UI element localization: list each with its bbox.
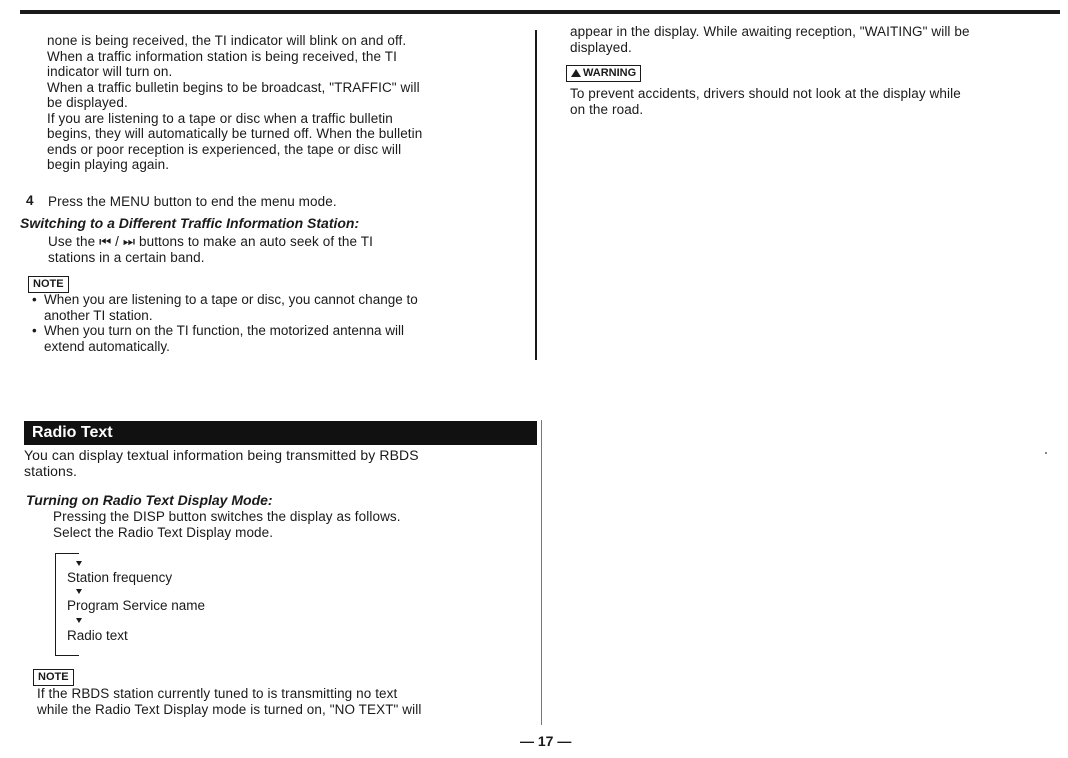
list-item: [32, 323, 418, 354]
section-header: [24, 421, 537, 445]
flow-loop-bottom: [55, 655, 79, 656]
column-divider-lower: [541, 420, 542, 725]
scan-speck: [1045, 452, 1047, 454]
text-line: be displayed.: [47, 95, 128, 110]
text-line: When you turn on the TI function, the motorized antenna will: [44, 323, 404, 338]
note-label: NOTE: [28, 276, 69, 293]
switching-paragraph: [48, 234, 373, 265]
note-label: NOTE: [33, 669, 74, 686]
radio-text-intro: [24, 447, 419, 478]
text-line: none is being received, the TI indicator will blink on and off.: [47, 33, 407, 48]
flow-loop-line: [55, 553, 56, 656]
text-line: while the Radio Text Display mode is turned on, "NO TEXT" will: [37, 701, 422, 717]
flow-item-radio-text: Radio text: [67, 628, 128, 643]
bullet-icon: •: [32, 292, 37, 307]
text-line: If you are listening to a tape or disc when a traffic bulletin: [47, 110, 393, 126]
warning-text: WARNING: [583, 67, 637, 79]
text-line: on the road.: [570, 101, 644, 117]
top-rule: [20, 10, 1060, 14]
step-4-text: Press the MENU button to end the menu mode.: [48, 194, 337, 209]
page-number: — 17 —: [520, 733, 572, 749]
text-line: Use the ⏮ / ⏭ buttons to make an auto seek of the TI: [48, 234, 373, 249]
column-divider: [535, 30, 537, 360]
text-line: indicator will turn on.: [47, 64, 173, 79]
text-line: When you are listening to a tape or disc, you cannot change to: [44, 292, 418, 307]
note-list: [32, 292, 418, 354]
text-line: begins, they will automatically be turned off. When the bulletin: [47, 126, 423, 141]
text-line: If the RBDS station currently tuned to is transmitting no text: [37, 686, 398, 701]
text-line: appear in the display. While awaiting reception, "WAITING" will be: [570, 24, 970, 39]
text-line: When a traffic information station is being received, the TI: [47, 48, 397, 64]
warning-label: [566, 65, 641, 82]
warning-icon: [571, 69, 581, 77]
radio-text-note: [37, 686, 421, 717]
bullet-icon: •: [32, 323, 37, 338]
text-line: displayed.: [570, 39, 632, 55]
text-line: Pressing the DISP button switches the display as follows.: [53, 509, 401, 524]
text-line: stations.: [24, 462, 78, 479]
text-line: stations in a certain band.: [48, 249, 205, 265]
waiting-paragraph: [570, 24, 970, 55]
ti-paragraph: [47, 33, 422, 173]
text-line: Select the Radio Text Display mode.: [53, 524, 274, 540]
text-line: begin playing again.: [47, 157, 170, 172]
arrow-down-icon: [76, 589, 82, 594]
text-line: You can display textual information being transmitted by RBDS: [24, 447, 419, 463]
warning-paragraph: [570, 86, 961, 117]
switching-heading: Switching to a Different Traffic Information Station:: [20, 215, 360, 231]
flow-item-program-service-name: Program Service name: [67, 598, 206, 613]
text-line: To prevent accidents, drivers should not look at the display while: [570, 86, 961, 101]
step-number: 4: [26, 193, 34, 208]
section-title: Radio Text: [32, 424, 113, 441]
flow-item-station-frequency: Station frequency: [67, 570, 173, 585]
arrow-down-icon: [76, 618, 82, 623]
text-line: another TI station.: [44, 307, 153, 323]
text-line: extend automatically.: [44, 338, 170, 354]
flow-loop-top: [55, 553, 79, 554]
arrow-down-icon: [76, 561, 82, 566]
mode-paragraph: [53, 509, 401, 540]
text-line: When a traffic bulletin begins to be broadcast, "TRAFFIC" will: [47, 79, 420, 95]
list-item: [32, 292, 418, 323]
text-line: ends or poor reception is experienced, the tape or disc will: [47, 141, 402, 157]
mode-heading: Turning on Radio Text Display Mode:: [26, 492, 273, 508]
